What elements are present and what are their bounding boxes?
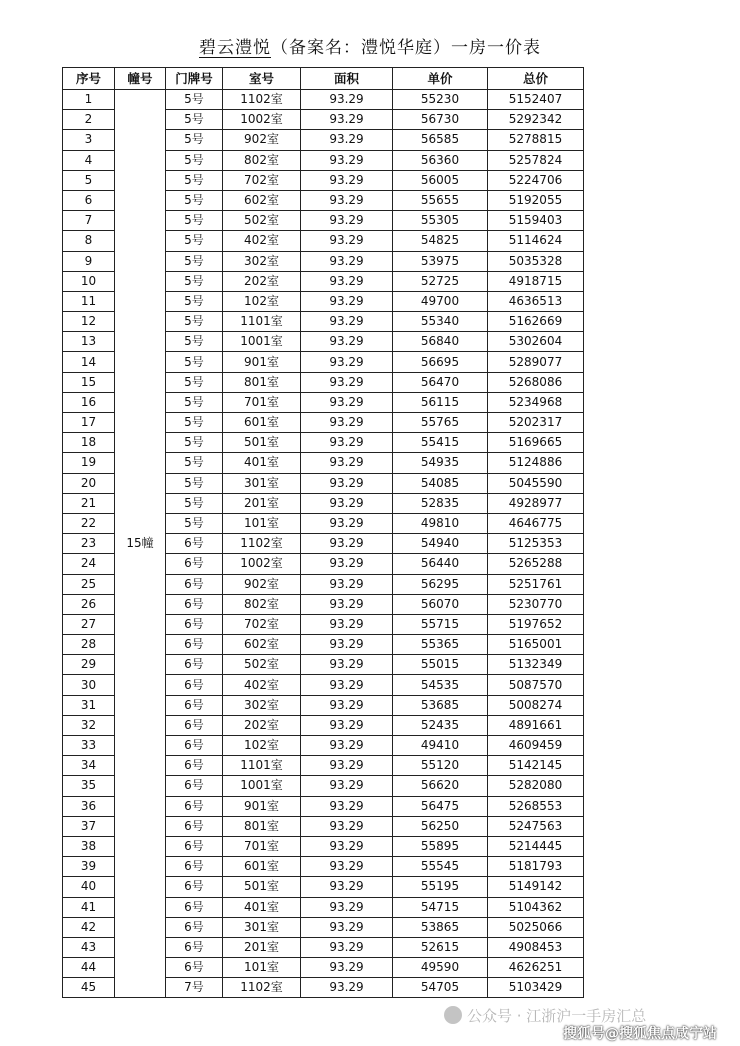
cell-room: 501室 — [223, 877, 301, 897]
cell-total-price: 5162669 — [488, 312, 584, 332]
cell-door: 6号 — [166, 937, 223, 957]
cell-room: 401室 — [223, 453, 301, 473]
cell-index: 27 — [63, 614, 115, 634]
cell-index: 21 — [63, 493, 115, 513]
cell-index: 43 — [63, 937, 115, 957]
cell-door: 6号 — [166, 574, 223, 594]
cell-door: 6号 — [166, 857, 223, 877]
cell-room: 1002室 — [223, 110, 301, 130]
table-header-row — [63, 68, 584, 90]
cell-door: 6号 — [166, 695, 223, 715]
cell-room: 101室 — [223, 513, 301, 533]
cell-total-price: 5008274 — [488, 695, 584, 715]
cell-room: 402室 — [223, 675, 301, 695]
cell-total-price: 5234968 — [488, 392, 584, 412]
cell-index: 29 — [63, 655, 115, 675]
cell-door: 5号 — [166, 130, 223, 150]
cell-door: 6号 — [166, 554, 223, 574]
cell-room: 201室 — [223, 493, 301, 513]
cell-total-price: 5025066 — [488, 917, 584, 937]
cell-door: 6号 — [166, 917, 223, 937]
cell-total-price: 5202317 — [488, 413, 584, 433]
cell-room: 102室 — [223, 291, 301, 311]
cell-area: 93.29 — [301, 372, 393, 392]
cell-room: 302室 — [223, 695, 301, 715]
table-body — [63, 90, 584, 998]
cell-area: 93.29 — [301, 271, 393, 291]
cell-area: 93.29 — [301, 513, 393, 533]
page-title — [0, 33, 740, 58]
cell-room: 202室 — [223, 715, 301, 735]
cell-room: 802室 — [223, 150, 301, 170]
cell-room: 901室 — [223, 352, 301, 372]
cell-total-price: 5152407 — [488, 90, 584, 110]
cell-door: 5号 — [166, 332, 223, 352]
cell-index: 23 — [63, 534, 115, 554]
cell-room: 1101室 — [223, 312, 301, 332]
cell-area: 93.29 — [301, 332, 393, 352]
cell-building: 15幢 — [115, 90, 166, 998]
cell-index: 11 — [63, 291, 115, 311]
cell-index: 42 — [63, 917, 115, 937]
cell-door: 6号 — [166, 958, 223, 978]
cell-index: 32 — [63, 715, 115, 735]
cell-index: 1 — [63, 90, 115, 110]
cell-total-price: 4636513 — [488, 291, 584, 311]
cell-area: 93.29 — [301, 554, 393, 574]
cell-area: 93.29 — [301, 453, 393, 473]
cell-index: 34 — [63, 756, 115, 776]
cell-area: 93.29 — [301, 231, 393, 251]
cell-area: 93.29 — [301, 493, 393, 513]
cell-unit-price: 55305 — [393, 211, 488, 231]
cell-unit-price: 53865 — [393, 917, 488, 937]
cell-index: 44 — [63, 958, 115, 978]
cell-area: 93.29 — [301, 736, 393, 756]
cell-index: 31 — [63, 695, 115, 715]
cell-unit-price: 54715 — [393, 897, 488, 917]
cell-index: 40 — [63, 877, 115, 897]
cell-total-price: 4891661 — [488, 715, 584, 735]
cell-unit-price: 56250 — [393, 816, 488, 836]
cell-door: 5号 — [166, 473, 223, 493]
cell-area: 93.29 — [301, 917, 393, 937]
cell-total-price: 5159403 — [488, 211, 584, 231]
cell-door: 5号 — [166, 433, 223, 453]
cell-room: 902室 — [223, 130, 301, 150]
source-watermark: 搜狐号@搜狐焦点咸宁站 — [563, 1026, 717, 1042]
cell-room: 902室 — [223, 574, 301, 594]
cell-unit-price: 56620 — [393, 776, 488, 796]
cell-room: 702室 — [223, 614, 301, 634]
cell-total-price: 5214445 — [488, 836, 584, 856]
cell-unit-price: 55765 — [393, 413, 488, 433]
cell-door: 6号 — [166, 897, 223, 917]
cell-unit-price: 56440 — [393, 554, 488, 574]
cell-area: 93.29 — [301, 776, 393, 796]
cell-unit-price: 49810 — [393, 513, 488, 533]
cell-area: 93.29 — [301, 695, 393, 715]
cell-room: 701室 — [223, 392, 301, 412]
cell-room: 301室 — [223, 473, 301, 493]
cell-area: 93.29 — [301, 190, 393, 210]
cell-total-price: 5132349 — [488, 655, 584, 675]
cell-unit-price: 55655 — [393, 190, 488, 210]
cell-unit-price: 55120 — [393, 756, 488, 776]
cell-total-price: 5124886 — [488, 453, 584, 473]
cell-room: 702室 — [223, 170, 301, 190]
header-total-price: 总价 — [488, 68, 584, 90]
cell-index: 14 — [63, 352, 115, 372]
cell-total-price: 5282080 — [488, 776, 584, 796]
cell-area: 93.29 — [301, 857, 393, 877]
cell-index: 22 — [63, 513, 115, 533]
cell-unit-price: 56005 — [393, 170, 488, 190]
cell-unit-price: 55365 — [393, 635, 488, 655]
cell-door: 5号 — [166, 150, 223, 170]
cell-door: 5号 — [166, 271, 223, 291]
cell-area: 93.29 — [301, 150, 393, 170]
cell-index: 10 — [63, 271, 115, 291]
cell-index: 26 — [63, 594, 115, 614]
cell-area: 93.29 — [301, 594, 393, 614]
cell-door: 5号 — [166, 90, 223, 110]
cell-total-price: 5035328 — [488, 251, 584, 271]
cell-unit-price: 52615 — [393, 937, 488, 957]
cell-index: 24 — [63, 554, 115, 574]
cell-room: 1001室 — [223, 776, 301, 796]
cell-room: 202室 — [223, 271, 301, 291]
header-building: 幢号 — [115, 68, 166, 90]
cell-index: 17 — [63, 413, 115, 433]
cell-door: 6号 — [166, 675, 223, 695]
cell-total-price: 5265288 — [488, 554, 584, 574]
cell-unit-price: 52435 — [393, 715, 488, 735]
cell-unit-price: 54935 — [393, 453, 488, 473]
cell-door: 6号 — [166, 836, 223, 856]
cell-index: 7 — [63, 211, 115, 231]
cell-door: 6号 — [166, 736, 223, 756]
cell-unit-price: 56730 — [393, 110, 488, 130]
cell-index: 9 — [63, 251, 115, 271]
cell-total-price: 5197652 — [488, 614, 584, 634]
cell-unit-price: 56295 — [393, 574, 488, 594]
cell-index: 38 — [63, 836, 115, 856]
cell-room: 801室 — [223, 372, 301, 392]
cell-area: 93.29 — [301, 90, 393, 110]
cell-area: 93.29 — [301, 796, 393, 816]
cell-room: 402室 — [223, 231, 301, 251]
cell-room: 1102室 — [223, 978, 301, 998]
cell-unit-price: 49700 — [393, 291, 488, 311]
cell-unit-price: 54940 — [393, 534, 488, 554]
cell-area: 93.29 — [301, 897, 393, 917]
cell-unit-price: 56470 — [393, 372, 488, 392]
header-unit-price: 单价 — [393, 68, 488, 90]
cell-total-price: 4918715 — [488, 271, 584, 291]
cell-area: 93.29 — [301, 291, 393, 311]
cell-area: 93.29 — [301, 130, 393, 150]
cell-area: 93.29 — [301, 958, 393, 978]
cell-door: 5号 — [166, 513, 223, 533]
cell-door: 5号 — [166, 392, 223, 412]
cell-area: 93.29 — [301, 211, 393, 231]
cell-unit-price: 55195 — [393, 877, 488, 897]
cell-door: 6号 — [166, 614, 223, 634]
cell-total-price: 5142145 — [488, 756, 584, 776]
cell-total-price: 5292342 — [488, 110, 584, 130]
cell-room: 601室 — [223, 857, 301, 877]
cell-index: 16 — [63, 392, 115, 412]
cell-room: 101室 — [223, 958, 301, 978]
cell-unit-price: 52835 — [393, 493, 488, 513]
table-row — [63, 90, 584, 110]
cell-unit-price: 55015 — [393, 655, 488, 675]
cell-total-price: 4626251 — [488, 958, 584, 978]
cell-area: 93.29 — [301, 352, 393, 372]
cell-room: 602室 — [223, 635, 301, 655]
cell-room: 1002室 — [223, 554, 301, 574]
cell-index: 30 — [63, 675, 115, 695]
cell-total-price: 4646775 — [488, 513, 584, 533]
wechat-icon — [444, 1006, 462, 1024]
cell-index: 35 — [63, 776, 115, 796]
cell-unit-price: 54825 — [393, 231, 488, 251]
cell-index: 15 — [63, 372, 115, 392]
cell-index: 12 — [63, 312, 115, 332]
cell-total-price: 5149142 — [488, 877, 584, 897]
cell-door: 6号 — [166, 756, 223, 776]
cell-index: 41 — [63, 897, 115, 917]
cell-index: 2 — [63, 110, 115, 130]
cell-unit-price: 54535 — [393, 675, 488, 695]
header-area: 面积 — [301, 68, 393, 90]
cell-door: 6号 — [166, 534, 223, 554]
cell-room: 701室 — [223, 836, 301, 856]
cell-area: 93.29 — [301, 816, 393, 836]
cell-door: 6号 — [166, 635, 223, 655]
title-subtitle: （备案名：澧悦华庭）一房一价表 — [271, 38, 541, 58]
cell-area: 93.29 — [301, 635, 393, 655]
cell-area: 93.29 — [301, 413, 393, 433]
cell-door: 5号 — [166, 251, 223, 271]
cell-door: 6号 — [166, 655, 223, 675]
cell-index: 6 — [63, 190, 115, 210]
cell-room: 201室 — [223, 937, 301, 957]
cell-room: 1102室 — [223, 90, 301, 110]
cell-unit-price: 49410 — [393, 736, 488, 756]
cell-total-price: 5224706 — [488, 170, 584, 190]
cell-room: 401室 — [223, 897, 301, 917]
cell-total-price: 5268553 — [488, 796, 584, 816]
cell-area: 93.29 — [301, 978, 393, 998]
cell-index: 45 — [63, 978, 115, 998]
cell-area: 93.29 — [301, 251, 393, 271]
price-table — [62, 67, 584, 998]
cell-total-price: 5268086 — [488, 372, 584, 392]
cell-index: 13 — [63, 332, 115, 352]
cell-area: 93.29 — [301, 836, 393, 856]
cell-total-price: 5192055 — [488, 190, 584, 210]
cell-index: 37 — [63, 816, 115, 836]
cell-door: 5号 — [166, 312, 223, 332]
cell-door: 5号 — [166, 291, 223, 311]
cell-room: 601室 — [223, 413, 301, 433]
cell-door: 5号 — [166, 413, 223, 433]
cell-total-price: 5104362 — [488, 897, 584, 917]
cell-total-price: 5247563 — [488, 816, 584, 836]
cell-door: 5号 — [166, 211, 223, 231]
cell-door: 6号 — [166, 816, 223, 836]
cell-door: 6号 — [166, 715, 223, 735]
cell-unit-price: 53975 — [393, 251, 488, 271]
cell-area: 93.29 — [301, 170, 393, 190]
wechat-watermark-text: 公众号 · 江浙沪一手房汇总 — [467, 1007, 647, 1025]
cell-unit-price: 56585 — [393, 130, 488, 150]
cell-door: 6号 — [166, 796, 223, 816]
cell-total-price: 5103429 — [488, 978, 584, 998]
cell-unit-price: 49590 — [393, 958, 488, 978]
cell-room: 501室 — [223, 433, 301, 453]
cell-unit-price: 52725 — [393, 271, 488, 291]
cell-total-price: 5125353 — [488, 534, 584, 554]
cell-door: 7号 — [166, 978, 223, 998]
cell-room: 901室 — [223, 796, 301, 816]
cell-unit-price: 55895 — [393, 836, 488, 856]
cell-area: 93.29 — [301, 534, 393, 554]
cell-total-price: 5165001 — [488, 635, 584, 655]
cell-unit-price: 56840 — [393, 332, 488, 352]
cell-unit-price: 55340 — [393, 312, 488, 332]
cell-total-price: 5230770 — [488, 594, 584, 614]
cell-area: 93.29 — [301, 473, 393, 493]
cell-unit-price: 56070 — [393, 594, 488, 614]
cell-room: 302室 — [223, 251, 301, 271]
cell-index: 25 — [63, 574, 115, 594]
cell-door: 5号 — [166, 453, 223, 473]
cell-unit-price: 56115 — [393, 392, 488, 412]
cell-total-price: 4609459 — [488, 736, 584, 756]
header-room: 室号 — [223, 68, 301, 90]
cell-room: 602室 — [223, 190, 301, 210]
cell-index: 8 — [63, 231, 115, 251]
cell-room: 1102室 — [223, 534, 301, 554]
cell-total-price: 5169665 — [488, 433, 584, 453]
cell-total-price: 5278815 — [488, 130, 584, 150]
cell-index: 33 — [63, 736, 115, 756]
cell-room: 301室 — [223, 917, 301, 937]
cell-door: 6号 — [166, 877, 223, 897]
cell-area: 93.29 — [301, 715, 393, 735]
cell-total-price: 4908453 — [488, 937, 584, 957]
cell-room: 502室 — [223, 655, 301, 675]
cell-index: 36 — [63, 796, 115, 816]
cell-total-price: 5114624 — [488, 231, 584, 251]
cell-room: 801室 — [223, 816, 301, 836]
cell-unit-price: 55415 — [393, 433, 488, 453]
cell-index: 19 — [63, 453, 115, 473]
cell-total-price: 5181793 — [488, 857, 584, 877]
header-door: 门牌号 — [166, 68, 223, 90]
cell-room: 102室 — [223, 736, 301, 756]
header-index: 序号 — [63, 68, 115, 90]
cell-door: 5号 — [166, 190, 223, 210]
cell-area: 93.29 — [301, 110, 393, 130]
cell-unit-price: 56475 — [393, 796, 488, 816]
cell-area: 93.29 — [301, 312, 393, 332]
cell-unit-price: 55715 — [393, 614, 488, 634]
cell-unit-price: 54705 — [393, 978, 488, 998]
cell-total-price: 5302604 — [488, 332, 584, 352]
project-name: 碧云澧悦 — [199, 38, 271, 58]
cell-door: 5号 — [166, 352, 223, 372]
cell-door: 6号 — [166, 776, 223, 796]
cell-room: 1101室 — [223, 756, 301, 776]
cell-door: 6号 — [166, 594, 223, 614]
cell-area: 93.29 — [301, 614, 393, 634]
cell-door: 5号 — [166, 170, 223, 190]
cell-door: 5号 — [166, 231, 223, 251]
cell-area: 93.29 — [301, 392, 393, 412]
cell-area: 93.29 — [301, 655, 393, 675]
cell-area: 93.29 — [301, 937, 393, 957]
cell-room: 502室 — [223, 211, 301, 231]
cell-door: 5号 — [166, 110, 223, 130]
cell-door: 5号 — [166, 493, 223, 513]
cell-unit-price: 55230 — [393, 90, 488, 110]
cell-area: 93.29 — [301, 877, 393, 897]
cell-total-price: 5045590 — [488, 473, 584, 493]
cell-index: 18 — [63, 433, 115, 453]
cell-door: 5号 — [166, 372, 223, 392]
cell-index: 4 — [63, 150, 115, 170]
cell-unit-price: 56360 — [393, 150, 488, 170]
cell-index: 39 — [63, 857, 115, 877]
cell-unit-price: 56695 — [393, 352, 488, 372]
cell-area: 93.29 — [301, 756, 393, 776]
cell-total-price: 5289077 — [488, 352, 584, 372]
cell-index: 3 — [63, 130, 115, 150]
cell-index: 28 — [63, 635, 115, 655]
cell-room: 802室 — [223, 594, 301, 614]
cell-index: 5 — [63, 170, 115, 190]
cell-total-price: 5257824 — [488, 150, 584, 170]
cell-room: 1001室 — [223, 332, 301, 352]
cell-area: 93.29 — [301, 433, 393, 453]
cell-area: 93.29 — [301, 675, 393, 695]
cell-index: 20 — [63, 473, 115, 493]
cell-unit-price: 53685 — [393, 695, 488, 715]
cell-total-price: 5087570 — [488, 675, 584, 695]
cell-total-price: 5251761 — [488, 574, 584, 594]
cell-area: 93.29 — [301, 574, 393, 594]
cell-unit-price: 55545 — [393, 857, 488, 877]
cell-unit-price: 54085 — [393, 473, 488, 493]
cell-total-price: 4928977 — [488, 493, 584, 513]
